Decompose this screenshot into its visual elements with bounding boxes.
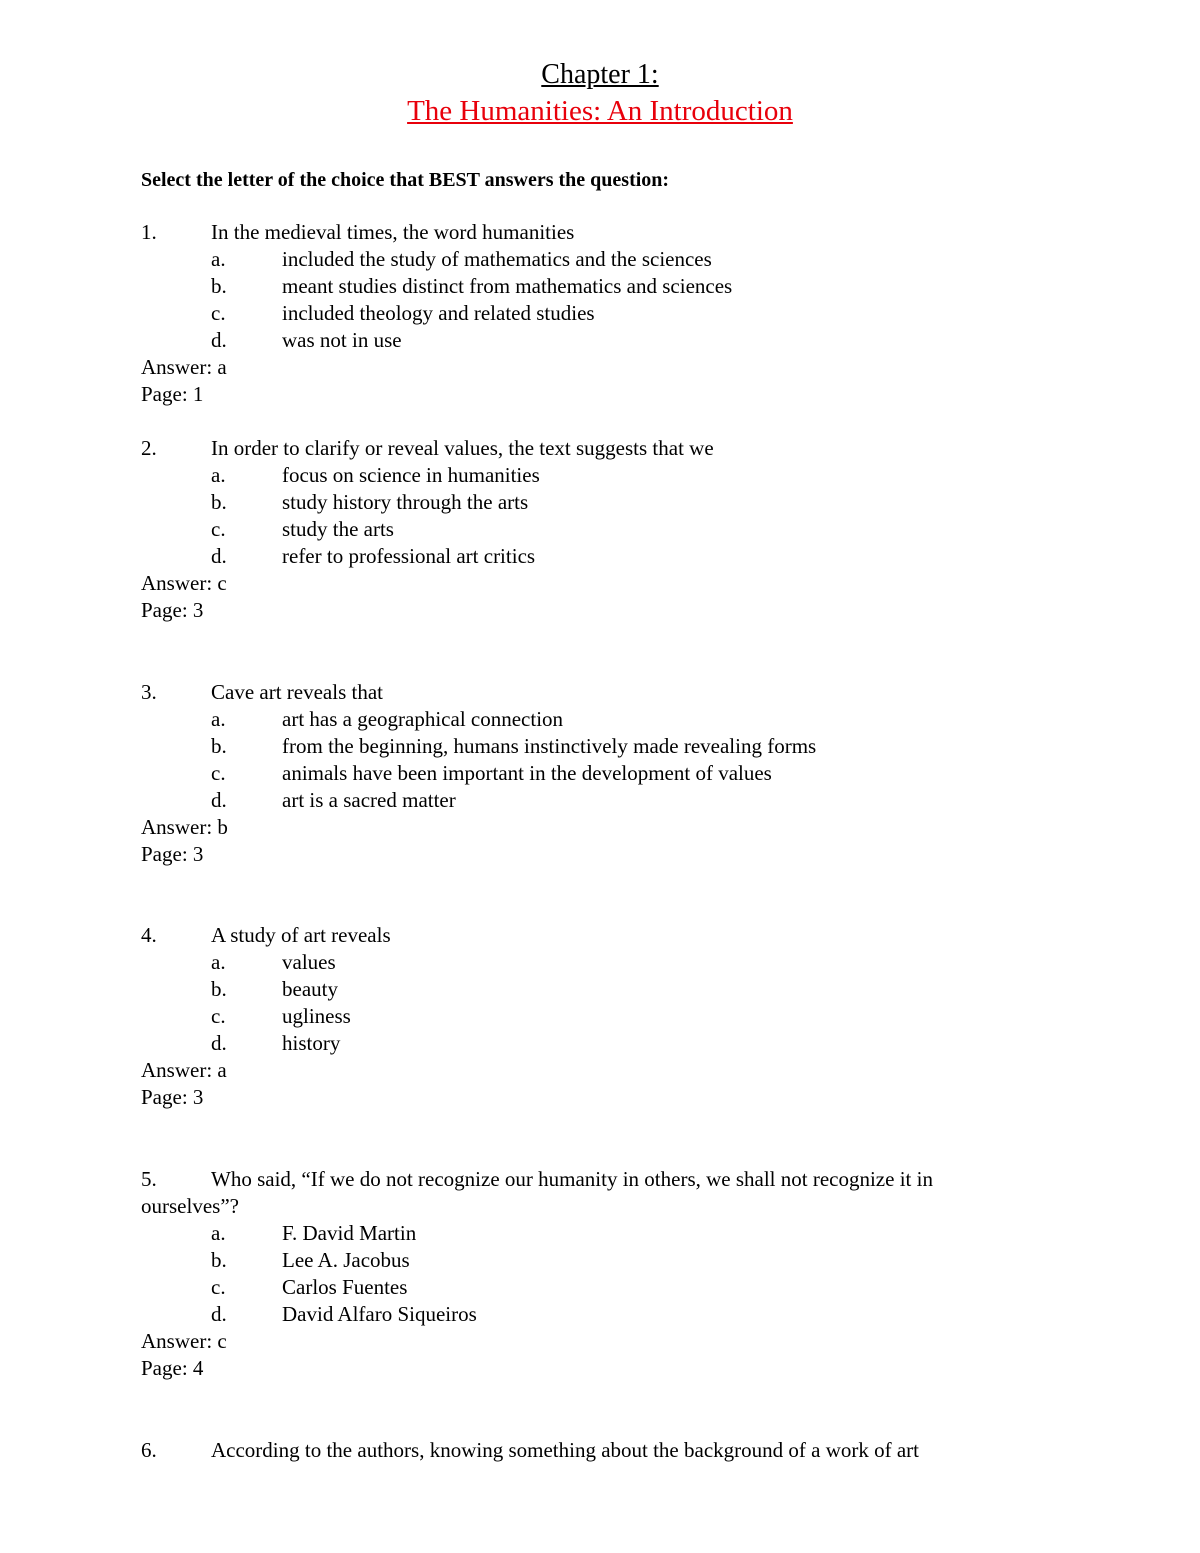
page-reference: Page: 3 [141, 598, 204, 622]
option-letter: b. [211, 490, 227, 514]
chapter-title: The Humanities: An Introduction [407, 95, 793, 127]
page-reference: Page: 3 [141, 1085, 204, 1109]
option-letter: c. [211, 1004, 226, 1028]
chapter-heading: Chapter 1: [541, 59, 659, 90]
page-reference: Page: 1 [141, 382, 204, 406]
option-letter: a. [211, 463, 226, 487]
option-letter: a. [211, 247, 226, 271]
option-text: focus on science in humanities [282, 463, 540, 487]
question-4 [0, 922, 1200, 1111]
option-letter: a. [211, 707, 226, 731]
answer-line: Answer: a [141, 1058, 227, 1082]
option-letter: d. [211, 1031, 227, 1055]
option-letter: a. [211, 950, 226, 974]
answer-line: Answer: b [141, 815, 228, 839]
option-letter: b. [211, 977, 227, 1001]
option-letter: d. [211, 328, 227, 352]
question-number: 1. [141, 220, 157, 244]
option-letter: c. [211, 761, 226, 785]
answer-line: Answer: c [141, 1329, 227, 1353]
option-letter: d. [211, 544, 227, 568]
option-text: study history through the arts [282, 490, 529, 514]
option-text: included the study of mathematics and the sciences [282, 247, 712, 271]
option-text: was not in use [282, 328, 402, 352]
answer-line: Answer: c [141, 571, 227, 595]
question-number: 3. [141, 680, 157, 704]
option-letter: d. [211, 1302, 227, 1326]
option-letter: c. [211, 517, 226, 541]
option-text: Lee A. Jacobus [282, 1248, 410, 1272]
option-text: from the beginning, humans instinctively made revealing forms [282, 734, 817, 758]
option-letter: c. [211, 301, 226, 325]
option-text: art is a sacred matter [282, 788, 456, 812]
option-text: history [282, 1031, 341, 1055]
option-text: animals have been important in the development of values [282, 761, 772, 785]
question-number: 6. [141, 1438, 157, 1462]
question-stem: Who said, “If we do not recognize our humanity in others, we shall not recognize it in [211, 1167, 933, 1191]
page-reference: Page: 3 [141, 842, 204, 866]
option-text: included theology and related studies [282, 301, 595, 325]
option-letter: a. [211, 1221, 226, 1245]
question-stem: Cave art reveals that [211, 680, 383, 704]
option-letter: c. [211, 1275, 226, 1299]
instructions: Select the letter of the choice that BEST answers the question: [141, 169, 670, 191]
question-stem: A study of art reveals [211, 923, 391, 947]
option-letter: d. [211, 788, 227, 812]
question-number: 4. [141, 923, 157, 947]
question-stem-continued: ourselves”? [141, 1194, 239, 1218]
option-letter: b. [211, 1248, 227, 1272]
question-3 [0, 679, 1200, 868]
option-text: meant studies distinct from mathematics and sciences [282, 274, 733, 298]
option-text: values [282, 950, 336, 974]
question-5 [0, 1166, 1200, 1382]
page-reference: Page: 4 [141, 1356, 204, 1380]
answer-line: Answer: a [141, 355, 227, 379]
option-text: beauty [282, 977, 338, 1001]
question-stem: In the medieval times, the word humanities [211, 220, 575, 244]
question-1 [0, 219, 1200, 408]
question-6 [0, 1437, 1200, 1464]
question-stem: In order to clarify or reveal values, the text suggests that we [211, 436, 714, 460]
option-text: refer to professional art critics [282, 544, 536, 568]
question-2 [0, 435, 1200, 624]
question-number: 2. [141, 436, 157, 460]
option-letter: b. [211, 274, 227, 298]
option-text: F. David Martin [282, 1221, 417, 1245]
question-stem: According to the authors, knowing something about the background of a work of art [211, 1438, 920, 1462]
option-text: study the arts [282, 517, 394, 541]
question-number: 5. [141, 1167, 157, 1191]
option-text: David Alfaro Siqueiros [282, 1302, 477, 1326]
option-text: Carlos Fuentes [282, 1275, 408, 1299]
option-text: ugliness [282, 1004, 351, 1028]
option-letter: b. [211, 734, 227, 758]
option-text: art has a geographical connection [282, 707, 564, 731]
